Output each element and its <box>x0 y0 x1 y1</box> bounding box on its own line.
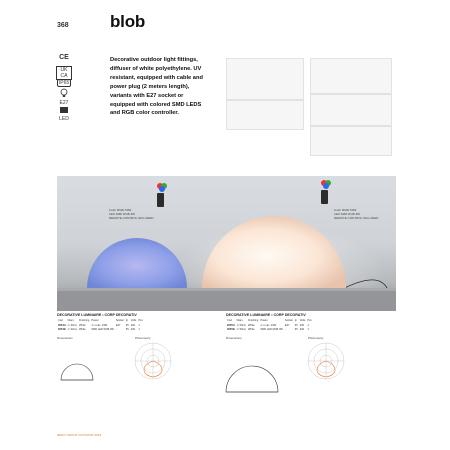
remote-label-line: REMOTE CONTROL INCLUDED <box>109 216 154 220</box>
table-cell: 65 <box>294 323 298 327</box>
table-header: Diam. <box>236 319 244 322</box>
table-cell: 9055H <box>227 323 235 327</box>
remote-label-line: Color RGB/ 60W <box>109 208 132 212</box>
table-header: Pcs <box>307 319 312 322</box>
table-header: Finishing <box>247 319 259 322</box>
remote-label-line: REMOTE CONTROL INCLUDED <box>334 216 379 220</box>
table-cell: 9054H <box>58 323 66 327</box>
remote-label-line: Color RGB/ 60W <box>334 208 357 212</box>
spec-table <box>226 319 313 333</box>
table-cell: 9054B <box>58 328 66 332</box>
table-cell: 230 <box>299 328 305 332</box>
dimensions-label: Dimensions <box>57 335 73 340</box>
table-cell: 65 <box>294 328 298 332</box>
table-header: Cod <box>58 319 63 322</box>
table-cell: 1 <box>307 328 309 332</box>
description-ro-placeholder <box>226 58 304 100</box>
spec-section-title: DECORATIVE LUMINAIRE • CORP DECORATIV <box>226 313 306 317</box>
cert-label: LED <box>59 116 69 122</box>
table-header: Volts <box>130 319 137 322</box>
table-header: Ip <box>125 319 128 322</box>
table-cell: SMD LED RGB 3W <box>91 328 114 332</box>
table-cell: 1 <box>307 323 309 327</box>
remote-label-right <box>334 208 378 220</box>
e27-icon <box>56 88 72 106</box>
table-cell: 230 <box>130 323 136 327</box>
table-header: Power <box>260 319 268 322</box>
table-cell: ∅ 50cm <box>236 328 246 332</box>
table-cell: ∅ 30cm <box>67 323 77 327</box>
table-cell: E27 <box>284 323 290 327</box>
dimension-drawing-large <box>222 342 282 397</box>
spec-section-left <box>57 313 217 396</box>
table-header: Finishing <box>78 319 90 322</box>
table-header: Power <box>91 319 99 322</box>
dimension-drawing-small <box>57 342 97 392</box>
table-header: Ip <box>294 319 297 322</box>
cert-label: UK CA <box>56 66 72 80</box>
table-cell: 65 <box>125 323 129 327</box>
table-cell: SMD LED RGB 3W <box>260 328 283 332</box>
spec-section-right <box>226 313 391 396</box>
bulb-icon <box>59 88 69 98</box>
table-cell: White <box>247 328 255 332</box>
led-chip-icon <box>59 106 69 114</box>
table-cell: 65 <box>125 328 129 332</box>
table-cell: - <box>115 328 117 332</box>
remote-right-icon <box>321 180 331 204</box>
spec-table <box>57 319 144 333</box>
cert-label: E27 <box>59 100 69 106</box>
photometry-polar-diagram <box>306 341 346 381</box>
table-cell: White <box>247 323 255 327</box>
led-icon <box>56 106 72 122</box>
table-cell: 1 x max. 23W <box>91 323 108 327</box>
remote-label-line: LED SMD RGB 3W <box>334 212 361 216</box>
table-header: Pcs <box>138 319 143 322</box>
table-cell: 9055B <box>227 328 235 332</box>
spec-section-title: DECORATIVE LUMINAIRE • CORP DECORATIV <box>57 313 137 317</box>
table-header: Cod <box>227 319 232 322</box>
description-ru-placeholder <box>226 100 304 130</box>
photometry-label: Photometry <box>308 335 324 340</box>
description-en: Decorative outdoor light fittings, diffuser of white polyethylene. UV resistant, equipped with cable and power plug (2 meters length), variants with E27 socket or equipped with colored SMD LEDS and RGB color controller. <box>110 57 203 117</box>
ip65-icon <box>56 79 72 87</box>
table-cell: 1 x max. 23W <box>260 323 277 327</box>
photometry-polar-diagram <box>133 341 173 381</box>
table-cell: 1 <box>138 323 140 327</box>
remote-label-left <box>109 208 153 220</box>
page-footer: REDO GROUP OUTDOOR 2023 <box>57 433 102 437</box>
table-cell: 230 <box>130 328 136 332</box>
table-row <box>226 328 313 333</box>
blob-lamps-image <box>57 176 396 311</box>
page-number: 368 <box>57 22 69 29</box>
table-header: Volts <box>299 319 306 322</box>
table-cell: 1 <box>138 328 140 332</box>
table-header: Socket <box>284 319 293 322</box>
table-header: Diam. <box>67 319 75 322</box>
ce-mark-icon <box>56 54 72 61</box>
description-other-placeholder <box>310 126 392 156</box>
table-header: Socket <box>115 319 124 322</box>
table-cell: ∅ 50cm <box>236 323 246 327</box>
table-cell: ∅ 30cm <box>67 328 77 332</box>
table-cell: - <box>284 328 286 332</box>
remote-label-line: LED SMD RGB 3W <box>109 212 136 216</box>
table-cell: White <box>78 328 86 332</box>
ukca-mark-icon <box>56 66 72 80</box>
table-cell: White <box>78 323 86 327</box>
remote-left-icon <box>157 183 167 207</box>
description-ua-placeholder <box>310 58 392 94</box>
table-cell: 230 <box>299 323 305 327</box>
table-row <box>57 328 144 333</box>
table-cell: E27 <box>115 323 121 327</box>
cert-label: CE <box>59 54 69 61</box>
photometry-label: Photometry <box>135 335 151 340</box>
dimensions-label: Dimensions <box>226 335 242 340</box>
page-title: blob <box>110 12 146 31</box>
cert-label: IP65 <box>58 80 70 86</box>
product-photo <box>57 176 396 311</box>
description-bg-placeholder <box>310 94 392 126</box>
